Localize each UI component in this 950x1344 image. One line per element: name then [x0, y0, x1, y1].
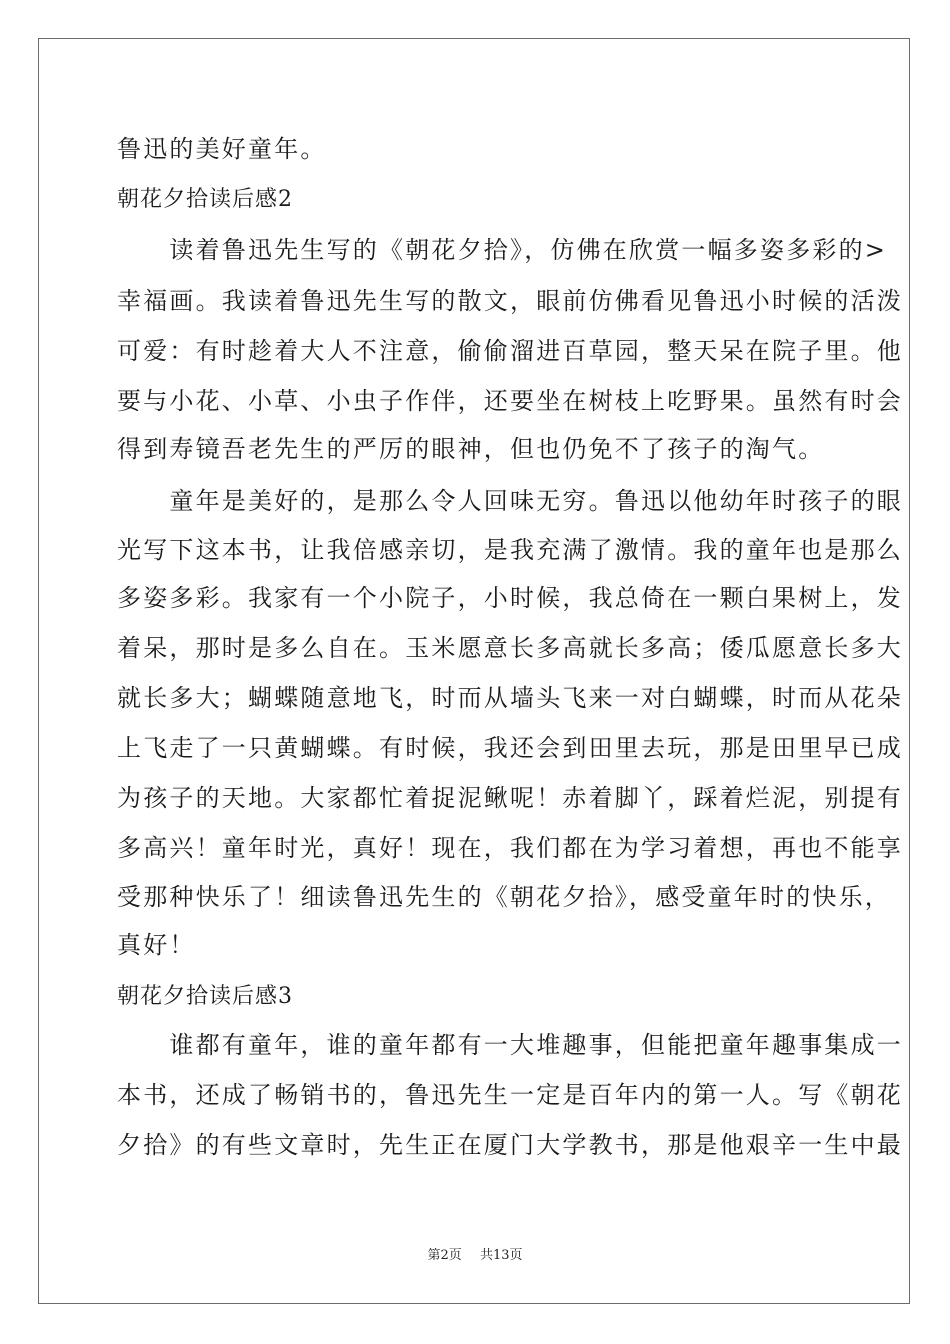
text-line: 得到寿镜吾老先生的严厉的眼神，但也仍免不了孩子的淘气。 [117, 435, 825, 463]
text-line: 真好！ [117, 931, 196, 959]
text-line: 着呆，那时是多么自在。玉米愿意长多高就长多高；倭瓜愿意长多大 [117, 634, 903, 662]
text-line: 多姿多彩。我家有一个小院子，小时候，我总倚在一颗白果树上，发 [117, 584, 903, 612]
text-line: 上飞走了一只黄蝴蝶。有时候，我还会到田里去玩，那是田里早已成 [117, 734, 903, 762]
text-line: 要与小花、小草、小虫子作伴，还要坐在树枝上吃野果。虽然有时会 [117, 387, 903, 415]
text-line: 读着鲁迅先生写的《朝花夕拾》，仿佛在欣赏一幅多姿多彩的> [117, 236, 888, 264]
text-line: 可爱：有时趁着大人不注意，偷偷溜进百草园，整天呆在院子里。他 [117, 337, 903, 365]
text-line: 夕拾》的有些文章时，先生正在厦门大学教书，那是他艰辛一生中最 [117, 1131, 903, 1159]
page-total: 共13页 [479, 1248, 523, 1263]
text-line: 鲁迅的美好童年。 [117, 135, 327, 163]
section-heading: 朝花夕拾读后感3 [117, 984, 293, 1009]
text-line: 多高兴！童年时光，真好！现在，我们都在为学习着想，再也不能享 [117, 834, 903, 862]
section-heading: 朝花夕拾读后感2 [117, 187, 293, 212]
text-line: 就长多大；蝴蝶随意地飞，时而从墙头飞来一对白蝴蝶，时而从花朵 [117, 684, 903, 712]
page-footer [0, 1247, 950, 1265]
page-number: 第2页 [427, 1248, 462, 1263]
page-border [38, 38, 910, 1304]
text-line: 谁都有童年，谁的童年都有一大堆趣事，但能把童年趣事集成一 [117, 1031, 903, 1059]
text-line: 幸福画。我读着鲁迅先生写的散文，眼前仿佛看见鲁迅小时候的活泼 [117, 287, 903, 315]
text-line: 为孩子的天地。大家都忙着捉泥鳅呢！赤着脚丫，踩着烂泥，别提有 [117, 784, 903, 812]
text-line: 受那种快乐了！细读鲁迅先生的《朝花夕拾》，感受童年时的快乐， [117, 883, 891, 911]
text-line: 童年是美好的，是那么令人回味无穷。鲁迅以他幼年时孩子的眼 [117, 487, 903, 515]
text-line: 光写下这本书，让我倍感亲切，是我充满了激情。我的童年也是那么 [117, 536, 903, 564]
text-line: 本书，还成了畅销书的，鲁迅先生一定是百年内的第一人。写《朝花 [117, 1081, 903, 1109]
